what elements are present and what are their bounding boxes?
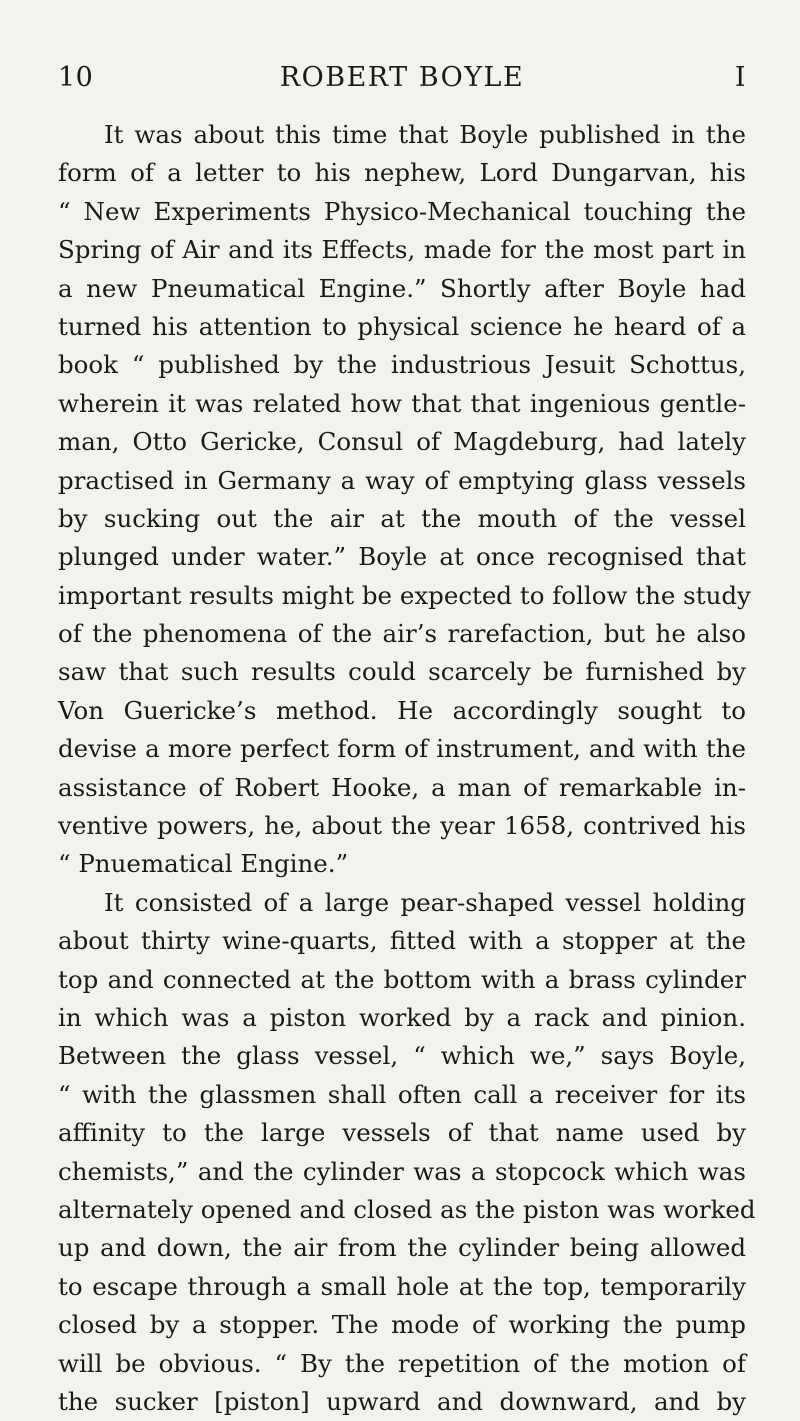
text-line: form of a letter to his nephew, Lord Dungarvan, his: [58, 158, 746, 188]
text-line: plunged under water.” Boyle at once recognised that: [58, 542, 746, 572]
text-line: Between the glass vessel, “ which we,” says Boyle,: [58, 1041, 746, 1071]
text-line: Spring of Air and its Effects, made for the most part in: [58, 235, 746, 265]
text-line: “ Pnuematical Engine.”: [58, 849, 349, 879]
text-line: ventive powers, he, about the year 1658, contrived his: [58, 811, 746, 841]
text-line: book “ published by the industrious Jesuit Schottus,: [58, 350, 746, 380]
text-line: about thirty wine-quarts, fitted with a stopper at the: [58, 926, 746, 956]
text-line: man, Otto Gericke, Consul of Magdeburg, had lately: [58, 427, 746, 457]
text-line: affinity to the large vessels of that name used by: [58, 1118, 746, 1148]
text-line: chemists,” and the cylinder was a stopcock which was: [58, 1156, 746, 1186]
text-line: to escape through a small hole at the top, temporarily: [58, 1271, 746, 1301]
text-line: a new Pneumatical Engine.” Shortly after Boyle had: [58, 273, 746, 303]
text-line: turned his attention to physical science he heard of a: [58, 311, 746, 341]
text-line: “ with the glassmen shall often call a receiver for its: [58, 1079, 746, 1109]
text-line: assistance of Robert Hooke, a man of remarkable in-: [58, 772, 746, 802]
text-line: up and down, the air from the cylinder being allowed: [58, 1233, 746, 1263]
text-line: devise a more perfect form of instrument, and with the: [58, 734, 746, 764]
text-line: It consisted of a large pear-shaped vessel holding: [104, 887, 746, 917]
text-line: wherein it was related how that that ingenious gentle-: [58, 388, 746, 418]
page-number: 10: [58, 62, 94, 93]
text-line: by sucking out the air at the mouth of the vessel: [58, 503, 746, 533]
body-text: [58, 116, 756, 1421]
text-line: top and connected at the bottom with a brass cylinder: [58, 964, 746, 994]
text-line: the sucker [piston] upward and downward, and by: [58, 1386, 746, 1416]
text-line: in which was a piston worked by a rack and pinion.: [58, 1002, 746, 1032]
text-line: “ New Experiments Physico-Mechanical touching the: [58, 196, 746, 226]
text-line: practised in Germany a way of emptying glass vessels: [58, 465, 746, 495]
text-line: will be obvious. “ By the repetition of the motion of: [58, 1348, 746, 1378]
running-title: ROBERT BOYLE: [279, 62, 525, 93]
text-line: saw that such results could scarcely be furnished by: [58, 657, 746, 687]
text-line: closed by a stopper. The mode of working the pump: [58, 1310, 746, 1340]
running-head: [58, 62, 746, 102]
text-line: alternately opened and closed as the piston was worked: [58, 1194, 756, 1224]
text-line: Von Guericke’s method. He accordingly sought to: [58, 695, 746, 725]
chapter-number: I: [734, 62, 746, 93]
text-line: important results might be expected to follow the study: [58, 580, 751, 610]
text-line: of the phenomena of the air’s rarefaction, but he also: [58, 619, 746, 649]
text-line: It was about this time that Boyle published in the: [104, 120, 746, 149]
